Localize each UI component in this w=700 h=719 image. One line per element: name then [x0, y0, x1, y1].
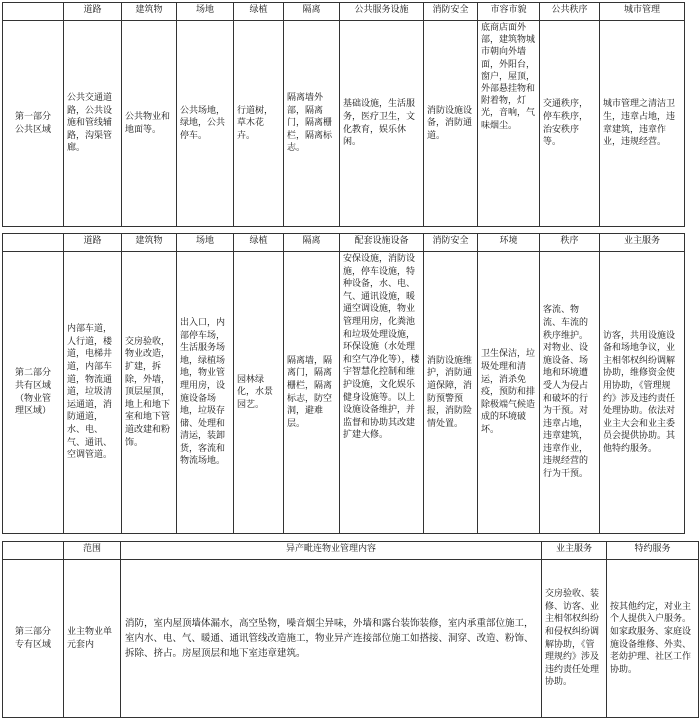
header-isolation: 隔离 [284, 3, 340, 21]
header-adjacent-property: 异产毗连物业管理内容 [121, 542, 542, 560]
header-city-appearance: 市容市貌 [478, 3, 540, 21]
part1-cell-buildings: 公共物业和地面等。 [122, 21, 177, 227]
part2-cell-greenery: 园林绿化，水景园艺。 [234, 252, 284, 534]
header-buildings: 建筑物 [122, 234, 177, 252]
part2-cell-buildings: 交房验收，物业改造，扩建，拆除，外墙，顶层屋顶，地上和地下室和地下管道改建和粉饰。 [122, 252, 177, 534]
part3-label [3, 560, 64, 718]
header-order: 秩序 [540, 234, 600, 252]
header-fire-safety: 消防安全 [424, 3, 478, 21]
header-roads: 道路 [64, 3, 122, 21]
part1-table [2, 2, 685, 227]
header-special-service: 特约服务 [607, 542, 699, 560]
part1-cell-public-order: 交通秩序，停车秩序，治安秩序等。 [540, 21, 600, 227]
part3-table [2, 541, 699, 718]
part2-cell-roads: 内部车道，人行道，楼道，电梯井道，内部车道，物流通道，垃圾清运通道，消防通道，水、电、气、通讯、空调管道。 [64, 252, 122, 534]
header-roads: 道路 [64, 234, 122, 252]
header-fire-safety: 消防安全 [424, 234, 478, 252]
header-city-management: 城市管理 [600, 3, 685, 21]
corner-cell [3, 542, 64, 560]
part1-cell-isolation: 隔离墙外部，隔离门，隔离栅栏，隔离标志。 [284, 21, 340, 227]
part2-cell-supporting-facilities: 安保设施，消防设施，停车设施，特种设备，水、电、气、通讯设施，暖通空调设施，物业管理用房，化粪池和垃圾处理设施，环保设施（水处理和空气净化等），楼宇智慧化控制和维护设施，文化娱乐健身设施等。以上设施设备维护，并监督和协助其改建扩建大修。 [340, 252, 424, 534]
part2-cell-order: 客流、物流、车流的秩序维护。对物业、设施设备、场地和环境遭受人为侵占和破坏的行为干预。对违章占地，违章建筑，违章作业，违规经营的行为干预。 [540, 252, 600, 534]
header-supporting-facilities: 配套设施设备 [340, 234, 424, 252]
part2-cell-sites: 出入口，内部停车场，生活服务场地，绿植场地，物业管理用房，设施设备场地，垃圾存储、处理和清运，装卸货，客流和物流场地。 [177, 252, 234, 534]
part3-cell-owner-service: 交房验收、装修、访客、业主相邻权纠纷和侵权纠纷调解协助，《管理规约》涉及违约责任处理协助。 [542, 560, 607, 718]
header-owner-service: 业主服务 [542, 542, 607, 560]
header-sites: 场地 [177, 234, 234, 252]
part2-cell-environment: 卫生保洁，垃圾处理和清运，消杀免疫，预防和排除极端气候造成的环境破坏。 [478, 252, 540, 534]
part1-cell-roads: 公共交通道路，公共设施和管线辅路，沟渠管廊。 [64, 21, 122, 227]
part1-label-text: 第一部分 公共区域 [14, 111, 51, 135]
header-owner-service: 业主服务 [600, 234, 685, 252]
header-buildings: 建筑物 [122, 3, 177, 21]
header-isolation: 隔离 [284, 234, 340, 252]
part2-label [3, 252, 64, 534]
part2-cell-owner-service: 访客，共用设施设备和场地争议，业主相邻权纠纷调解协助，维修资金使用协助，《管理规约》涉及违约责任处理协助。依法对业主大会和业主委员会提供协助。其他特约服务。 [600, 252, 685, 534]
part1-cell-greenery: 行道树，草木花卉。 [234, 21, 284, 227]
part2-table [2, 233, 685, 534]
part3-cell-scope: 业主物业单元套内 [64, 560, 121, 718]
header-public-facilities: 公共服务设施 [340, 3, 424, 21]
part1-cell-sites: 公共场地，绿地，公共停车。 [177, 21, 234, 227]
header-greenery: 绿植 [234, 3, 284, 21]
header-sites: 场地 [177, 3, 234, 21]
part1-cell-public-facilities: 基础设施，生活服务，医疗卫生，文化教育，娱乐休闲。 [340, 21, 424, 227]
part2-label-text: 第二部分 共有区域 （物业管 理区域） [14, 368, 51, 417]
part1-cell-city-management: 城市管理之清洁卫生，违章占地，违章建筑，违章作业，违规经营。 [600, 21, 685, 227]
part1-label [3, 21, 64, 227]
part1-cell-fire-safety: 消防设施设备，消防通道。 [424, 21, 478, 227]
header-environment: 环境 [478, 234, 540, 252]
part3-cell-adjacent-property: 消防，室内屋顶墙体漏水，高空坠物，噪音烟尘异味，外墙和露台装饰装修，室内承重部位施工，室内水、电、气、暖通、通讯管线改造施工，物业异产连接部位施工如搭接、洞穿、改造、粉饰、拆除、挤占。房屋顶层和地下室违章建筑。 [121, 560, 542, 718]
corner-cell [3, 3, 64, 21]
part1-cell-city-appearance: 底商店面外部，建筑物城市朝向外墙面，外阳台，窗户，屋顶，外部悬挂物和附着物，灯光，音响，气味烟尘。 [478, 21, 540, 227]
header-greenery: 绿植 [234, 234, 284, 252]
header-scope: 范围 [64, 542, 121, 560]
part3-cell-special-service: 按其他约定，对业主个人提供入户服务。如家政服务、家庭设施设备维修、外卖、老幼护理、社区工作协助。 [607, 560, 699, 718]
header-public-order: 公共秩序 [540, 3, 600, 21]
corner-cell [3, 234, 64, 252]
part2-cell-fire-safety: 消防设施维护，消防通道保障，消防预警预报，消防险情处置。 [424, 252, 478, 534]
part3-label-text: 第三部分 专有区域 [14, 626, 51, 650]
part2-cell-isolation: 隔离墙，隔离门，隔离栅栏，隔离标志，防空洞，避难层。 [284, 252, 340, 534]
